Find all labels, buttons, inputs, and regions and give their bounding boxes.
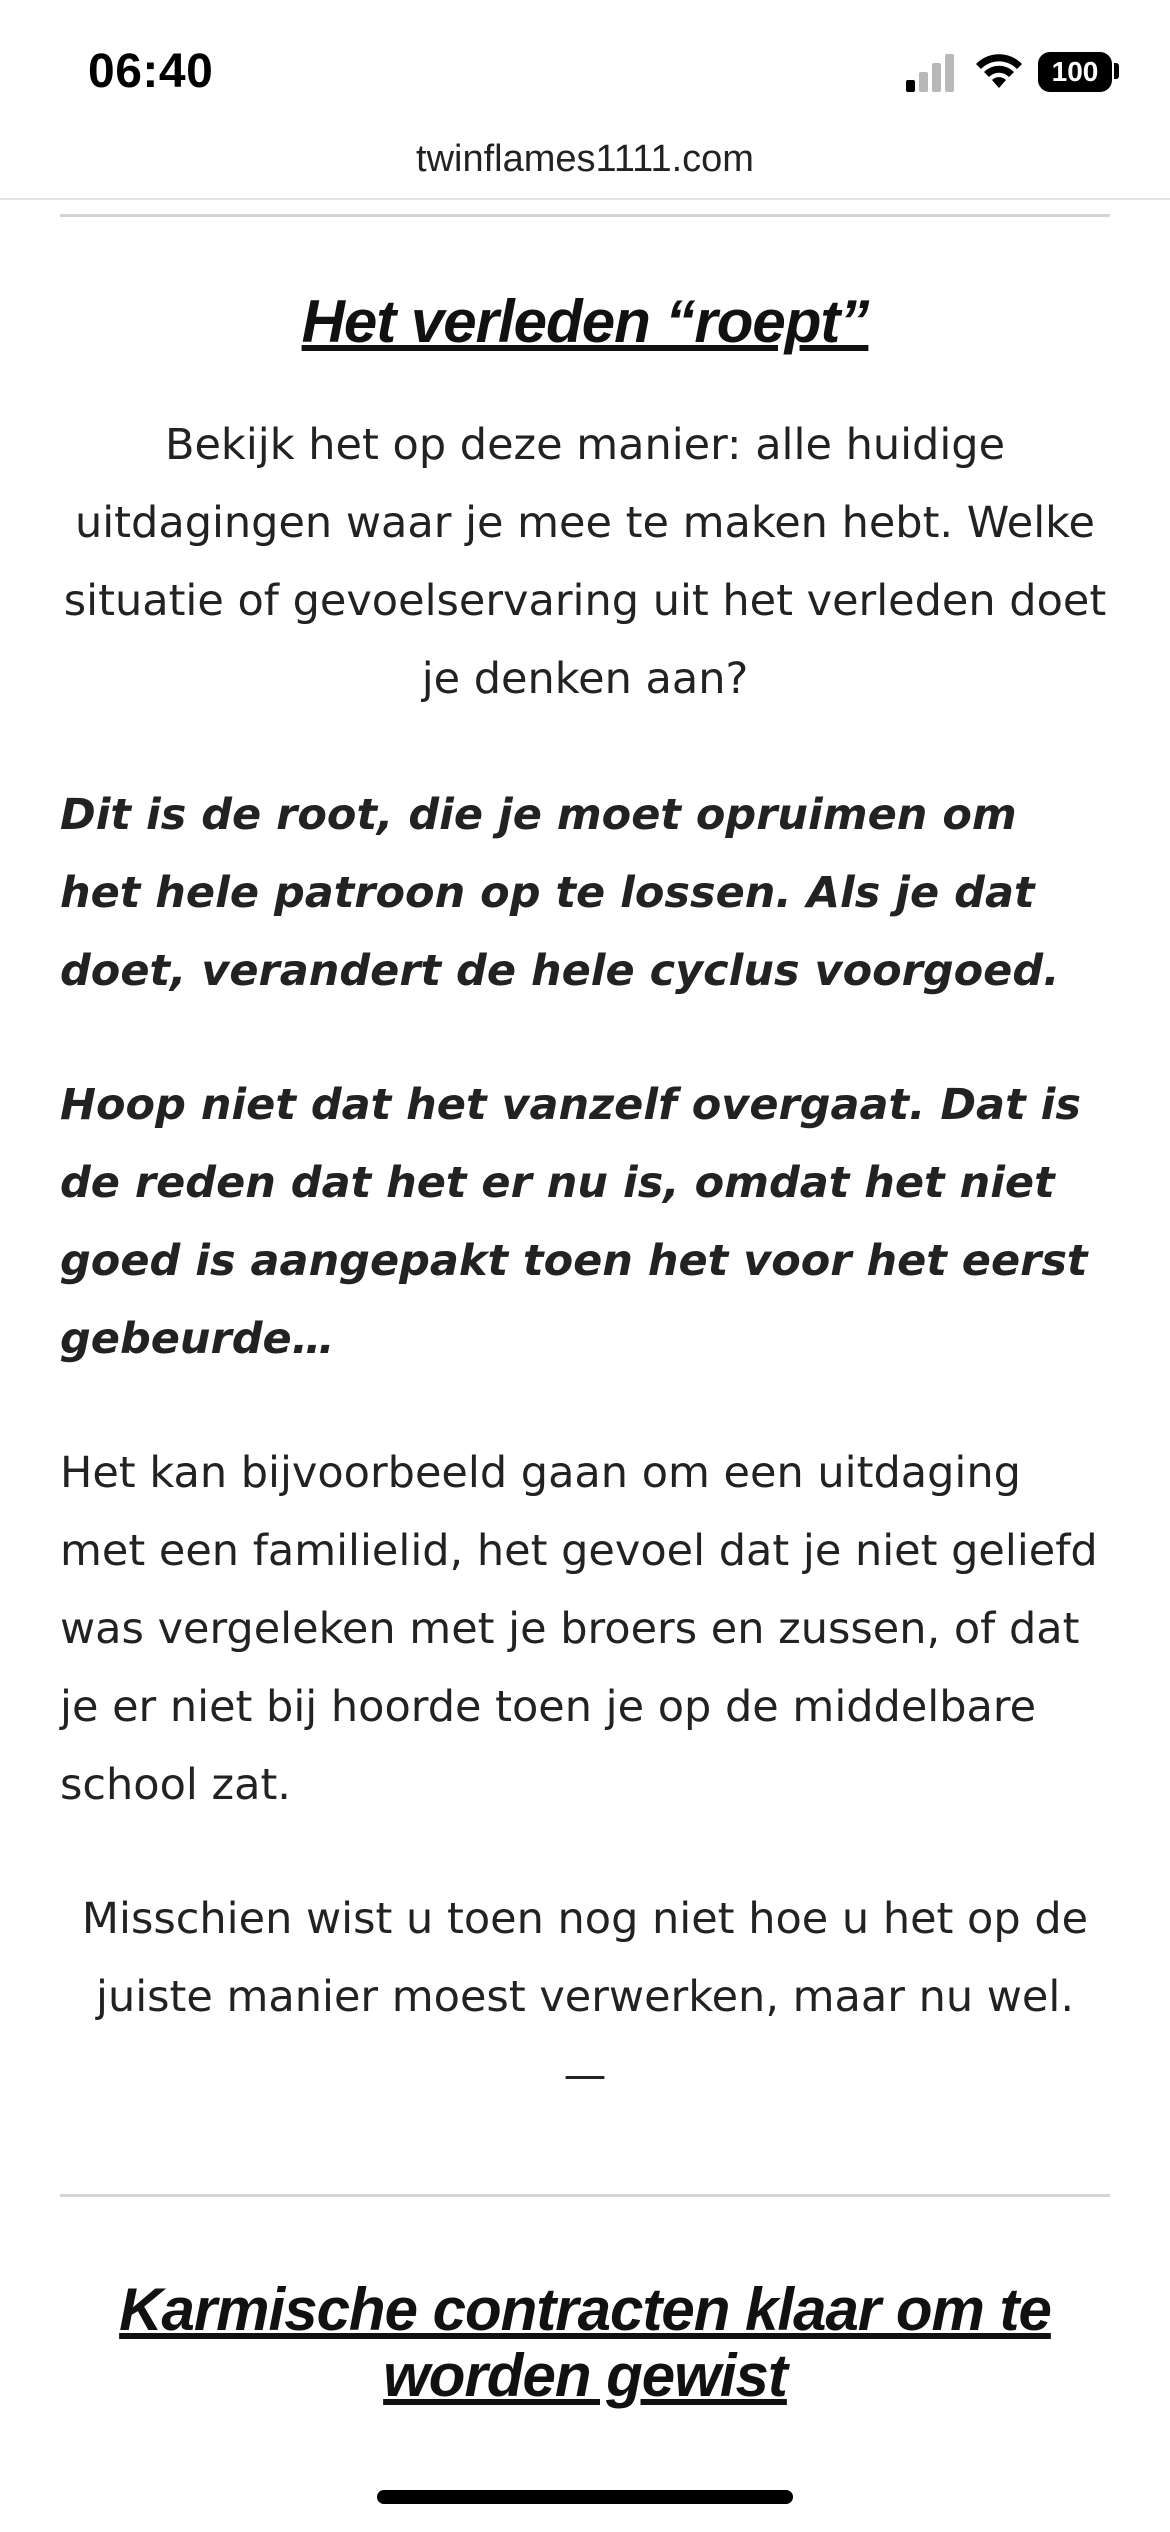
dash-separator: — (563, 2050, 607, 2100)
section-heading-karmic[interactable]: Karmische contracten klaar om te worden gewist (119, 2276, 1051, 2409)
status-time: 06:40 (88, 45, 214, 98)
paragraph-root: Dit is de root, die je moet opruimen om het hele patroon op te lossen. Als je dat doet, verandert de hele cyclus voorgoed. (60, 790, 1060, 996)
battery-icon: 100 (1038, 52, 1112, 92)
paragraph-hope: Hoop niet dat het vanzelf overgaat. Dat is de reden dat het er nu is, omdat het niet goed is aangepakt toen het voor het eerst gebeurde… (60, 1080, 1088, 1364)
url-text[interactable]: twinflames1111.com (416, 138, 754, 180)
divider-top (60, 214, 1110, 217)
paragraph-intro: Bekijk het op deze manier: alle huidige uitdagingen waar je mee te maken hebt. Welke situatie of gevoelservaring uit het verleden doet je denken aan? (63, 420, 1107, 704)
paragraph-perhaps: Misschien wist u toen nog niet hoe u het op de juiste manier moest verwerken, maar nu wel. (81, 1894, 1089, 2022)
battery-tip (1114, 63, 1119, 79)
cellular-signal-icon (904, 52, 958, 92)
wifi-icon (974, 50, 1024, 90)
status-bar (0, 0, 1170, 130)
divider-bottom (60, 2194, 1110, 2197)
section-heading-past[interactable]: Het verleden “roept” (301, 288, 869, 355)
article-content (60, 200, 1110, 2409)
address-bar[interactable] (0, 130, 1170, 200)
paragraph-example: Het kan bijvoorbeeld gaan om een uitdaging met een familielid, het gevoel dat je niet geliefd was vergeleken met je broers en zussen, of dat je er niet bij hoorde toen je op de middelbare school zat. (60, 1448, 1098, 1810)
home-indicator[interactable] (377, 2490, 793, 2504)
